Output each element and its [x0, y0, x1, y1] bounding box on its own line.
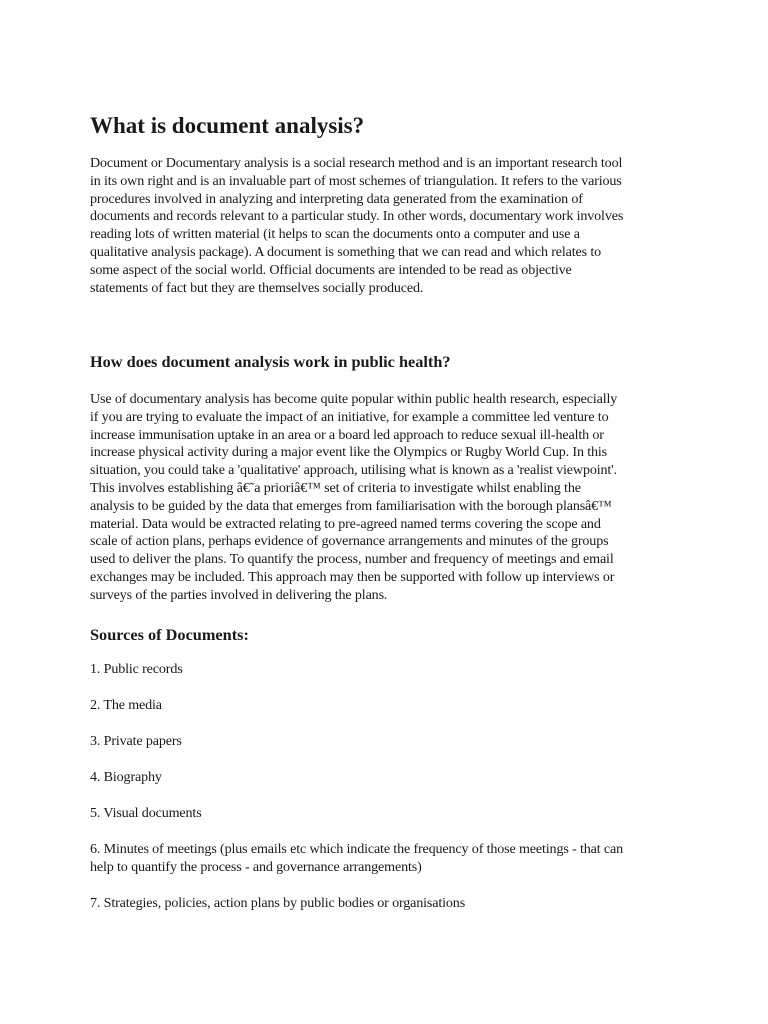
paragraph-line: exchanges may be included. This approach may then be supported with follow up interviews or [90, 568, 615, 585]
list-item-text: 7. Strategies, policies, action plans by public bodies or organisations [90, 895, 466, 911]
public-health-paragraph [90, 391, 680, 605]
paragraph-line: procedures involved in analyzing and interpreting data generated from the examination of [90, 190, 583, 207]
list-item-text: help to quantify the process - and governance arrangements) [90, 858, 422, 875]
list-item [90, 697, 680, 715]
list-item [90, 895, 680, 913]
list-item [90, 805, 680, 823]
list-item [90, 769, 680, 787]
paragraph-line: This involves establishing â€˜a prioriâ€™ set of criteria to investigate whilst enabling the [90, 479, 581, 496]
paragraph-line: statements of fact but they are themselves socially produced. [90, 279, 424, 296]
paragraph-line: increase physical activity during a major event like the Olympics or Rugby World Cup. In this [90, 444, 607, 461]
list-item-text: 5. Visual documents [90, 805, 202, 821]
paragraph-line: analysis to be guided by the data that emerges from familiarisation with the borough plansâ€™ [90, 497, 612, 514]
list-item-text: 2. The media [90, 697, 162, 713]
paragraph-line: documents and records relevant to a particular study. In other words, documentary work involves [90, 208, 624, 225]
paragraph-line: some aspect of the social world. Official documents are intended to be read as objective [90, 261, 572, 278]
paragraph-line: material. Data would be extracted relating to pre-agreed named terms covering the scope and [90, 515, 601, 532]
list-item [90, 841, 680, 877]
intro-paragraph [90, 155, 680, 297]
page-title: What is document analysis? [90, 113, 365, 138]
list-item-text: 1. Public records [90, 661, 183, 677]
section-heading-sources: Sources of Documents: [90, 625, 249, 644]
paragraph-line: used to deliver the plans. To quantify the process, number and frequency of meetings and email [90, 551, 614, 568]
paragraph-line: surveys of the parties involved in delivering the plans. [90, 586, 388, 603]
paragraph-line: in its own right and is an invaluable part of most schemes of triangulation. It refers to the various [90, 172, 622, 189]
paragraph-line: if you are trying to evaluate the impact of an initiative, for example a committee led venture to [90, 408, 609, 425]
paragraph-line: scale of action plans, perhaps evidence of governance arrangements and minutes of the groups [90, 533, 609, 550]
section-heading-public-health: How does document analysis work in public health? [90, 352, 451, 371]
paragraph-line: Use of documentary analysis has become quite popular within public health research, especially [90, 391, 618, 407]
list-item-text: 4. Biography [90, 769, 162, 785]
paragraph-line: qualitative analysis package). A document is something that we can read and which relates to [90, 243, 602, 260]
list-item-text: 6. Minutes of meetings (plus emails etc which indicate the frequency of those meetings - that can [90, 841, 623, 857]
list-item-text: 3. Private papers [90, 733, 182, 749]
list-item [90, 733, 680, 751]
list-item [90, 661, 680, 679]
paragraph-line: situation, you could take a 'qualitative' approach, utilising what is known as a 'realist viewpoint'. [90, 462, 617, 479]
paragraph-line: reading lots of written material (it helps to scan the documents onto a computer and use a [90, 226, 580, 243]
paragraph-line: Document or Documentary analysis is a social research method and is an important research tool [90, 155, 623, 171]
paragraph-line: increase immunisation uptake in an area or a board led approach to reduce sexual ill-health or [90, 426, 604, 443]
